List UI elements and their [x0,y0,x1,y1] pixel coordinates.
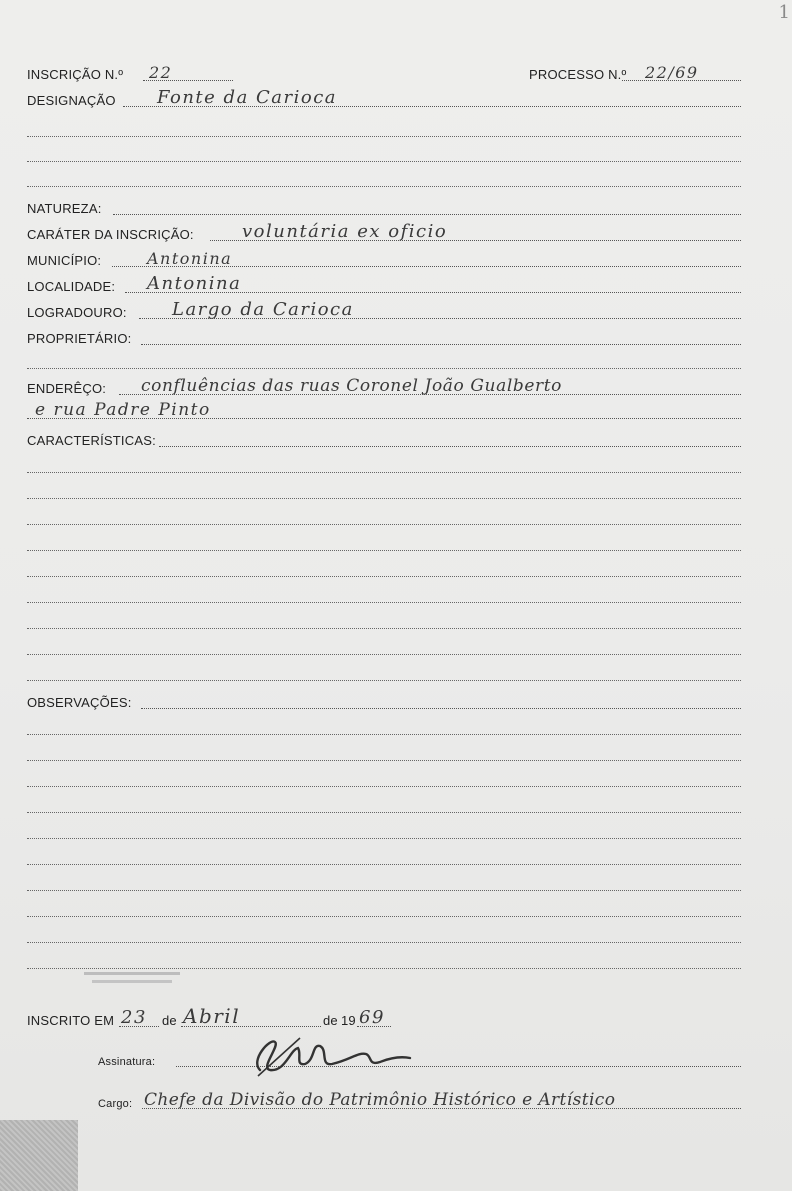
caracteristicas-rule-5 [27,576,741,577]
municipio-row [27,248,741,270]
observacoes-row [27,690,741,712]
signature-scribble [240,1030,440,1080]
localidade-value: Antonina [147,273,242,294]
caracteristicas-rule-9 [27,680,741,681]
inscrito-month: Abril [183,1004,241,1028]
cargo-row [98,1086,758,1112]
designacao-rule-1 [27,136,741,137]
logradouro-label: LOGRADOURO: [27,305,127,320]
designacao-row [27,88,741,110]
cargo-label: Cargo: [98,1098,133,1110]
designacao-value: Fonte da Carioca [157,87,338,108]
observacoes-rule-8 [27,916,741,917]
processo-label: PROCESSO N.º [529,67,627,82]
natureza-dots [113,214,741,215]
designacao-rule-3 [27,186,741,187]
designacao-rule-2 [27,161,741,162]
observacoes-rule-5 [27,838,741,839]
signature [240,1030,440,1085]
proprietario-dots [141,344,741,345]
municipio-value: Antonina [147,249,233,268]
endereco-row-2 [27,400,741,422]
caracteristicas-rule-6 [27,602,741,603]
municipio-label: MUNICÍPIO: [27,253,102,268]
caracteristicas-rule-7 [27,628,741,629]
logradouro-value: Largo da Carioca [172,299,354,320]
observacoes-rule-1 [27,734,741,735]
caracteristicas-row [27,428,741,450]
proprietario-row [27,326,741,348]
caracteristicas-dots [159,446,741,447]
faded-stamp-graphic [82,968,192,992]
observacoes-rule-6 [27,864,741,865]
localidade-row [27,274,741,296]
natureza-label: NATUREZA: [27,201,102,216]
caracteristicas-rule-2 [27,498,741,499]
inscrito-label: INSCRITO EM [27,1013,115,1028]
observacoes-label: OBSERVAÇÕES: [27,695,132,710]
endereco-row [27,376,767,398]
proprietario-label: PROPRIETÁRIO: [27,331,132,346]
localidade-label: LOCALIDADE: [27,279,116,294]
faded-stamp [82,968,192,992]
inscrito-year-prefix: 19 [341,1013,356,1028]
observacoes-rule-4 [27,812,741,813]
processo-value: 22/69 [645,63,699,82]
caracteristicas-rule-1 [27,472,741,473]
page-number: 1 [778,2,790,23]
inscrito-de-2: de [323,1013,338,1028]
inscricao-value: 22 [149,63,173,82]
scan-corner-shadow [0,1120,78,1191]
carater-row [27,222,741,244]
endereco-value-line2: e rua Padre Pinto [35,400,211,420]
observacoes-rule-7 [27,890,741,891]
caracteristicas-rule-8 [27,654,741,655]
endereco-label: ENDERÊÇO: [27,381,107,396]
inscricao-row [27,62,741,84]
inscrito-row [27,1004,427,1030]
carater-label: CARÁTER DA INSCRIÇÃO: [27,227,194,242]
natureza-row [27,196,741,218]
carater-value: voluntária ex oficio [242,221,448,242]
designacao-label: DESIGNAÇÃO [27,93,116,108]
caracteristicas-rule-4 [27,550,741,551]
observacoes-dots [141,708,741,709]
observacoes-rule-3 [27,786,741,787]
endereco-value-line1: confluências das ruas Coronel João Gualberto [141,376,563,396]
inscrito-day: 23 [121,1007,147,1028]
cargo-value: Chefe da Divisão do Patrimônio Histórico e Artístico [144,1090,616,1110]
logradouro-row [27,300,741,322]
inscricao-label: INSCRIÇÃO N.º [27,67,124,82]
assinatura-label: Assinatura: [98,1056,156,1068]
observacoes-rule-2 [27,760,741,761]
proprietario-rule [27,368,741,369]
caracteristicas-rule-3 [27,524,741,525]
observacoes-rule-9 [27,942,741,943]
inscrito-de-1: de [162,1013,177,1028]
inscrito-year-suffix: 69 [359,1007,385,1028]
caracteristicas-label: CARACTERÍSTICAS: [27,433,156,448]
